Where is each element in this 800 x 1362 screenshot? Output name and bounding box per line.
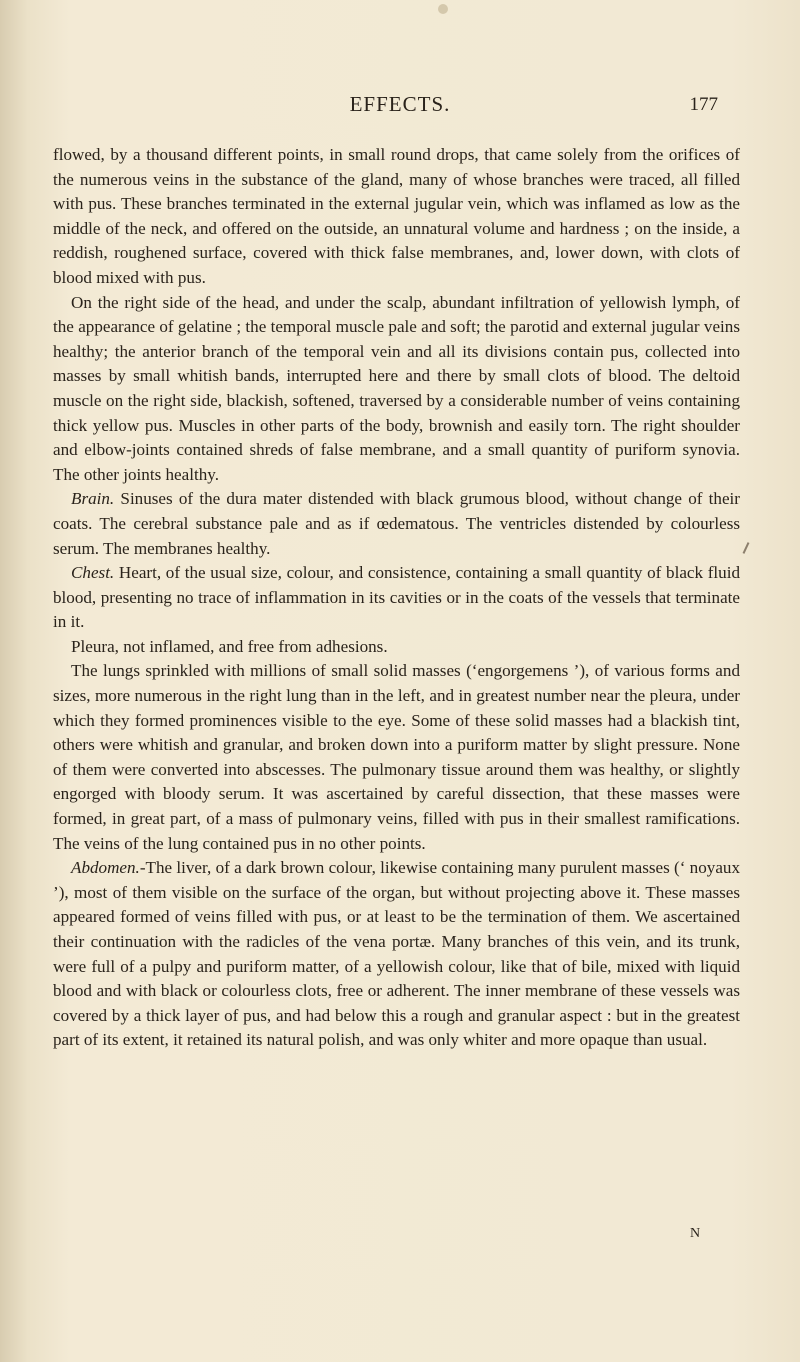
paragraph-text: The liver, of a dark brown colour, likewise containing many purulent masses (‘ noyaux ’), most of them visible on the surface of the organ, but without projecting above it. These masses appeared formed of veins filled with pus, or at least to be the termination of them. We ascertained their continuation with the radicles of the vena portæ. Many branches of this vein, and its trunk, were full of a pulpy and puriform matter, of a yellowish colour, like that of bile, mixed with liquid blood and with black or colourless clots, free or adherent. The inner membrane of these vessels was covered by a thick layer of pus, and had below this a rough and granular aspect : but in the greatest part of its extent, it retained its natural polish, and was only whiter and more opaque than usual. [53,858,740,1050]
paragraph-text: flowed, by a thousand different points, in small round drops, that came solely from the orifices of the numerous veins in the substance of the gland, many of whose branches were traced, all filled with pus. These branches terminated in the external jugular vein, which was inflamed as low as the middle of the neck, and offered on the outside, an unnatural volume and hardness ; on the inside, a reddish, roughened surface, covered with thick false membranes, and, lower down, with clots of blood mixed with pus. [53,145,740,287]
section-heading: Brain. [71,489,115,509]
paragraph-text: Pleura, not inflamed, and free from adhesions. [71,636,388,656]
paragraph [53,487,740,561]
paragraph-text: The lungs sprinkled with millions of small solid masses (‘engorgemens ’), of various forms and sizes, more numerous in the right lung than in the left, and in greatest number near the pleura, under which they formed prominences visible to the eye. Some of these solid masses had a blackish tint, others were whitish and granular, and broken down into a puriform matter by slight pressure. None of them were converted into abscesses. The pulmonary tissue around them was healthy, or slightly engorged with bloody serum. It was ascertained by careful dissection, that these masses were formed, in great part, of a mass of pulmonary veins, filled with pus in their smallest ramifications. The veins of the lung contained pus in no other points. [53,661,740,853]
running-head: EFFECTS. [349,92,451,116]
page-header [0,92,800,122]
paragraph [53,561,740,635]
paragraph-text: On the right side of the head, and under the scalp, abundant infiltration of yellowish lymph, of the appearance of gelatine ; the temporal muscle pale and soft; the parotid and external jugular veins healthy; the anterior branch of the temporal vein and all its divisions contain pus, collected into masses by small whitish bands, interrupted here and there by small clots of blood. The deltoid muscle on the right side, blackish, softened, traversed by a considerable number of veins containing thick yellow pus. Muscles in other parts of the body, brownish and easily torn. The right shoulder and elbow-joints contained shreds of false membrane, and a small quantity of puriform synovia. The other joints healthy. [53,292,740,484]
paragraph [53,143,740,291]
section-heading: Chest. [71,563,115,583]
paragraph-text: Heart, of the usual size, colour, and consistence, containing a small quantity of black fluid blood, presenting no trace of inflammation in its cavities or in the coats of the vessels that terminate in it. [53,563,740,632]
paragraph [53,635,740,660]
signature-mark: N [690,1226,701,1241]
page-number: 177 [689,94,718,115]
paragraph-text: Sinuses of the dura mater distended with black grumous blood, without change of their coats. The cerebral substance pale and as if œdematous. The ventricles distended by colourless serum. The membranes healthy. [53,489,740,558]
paper-stain [438,4,448,14]
paragraph [53,659,740,856]
section-heading: Abdomen.- [71,858,146,878]
pencil-mark [743,542,750,554]
paragraph [53,856,740,1053]
paragraph [53,291,740,488]
body-text [53,143,740,1053]
